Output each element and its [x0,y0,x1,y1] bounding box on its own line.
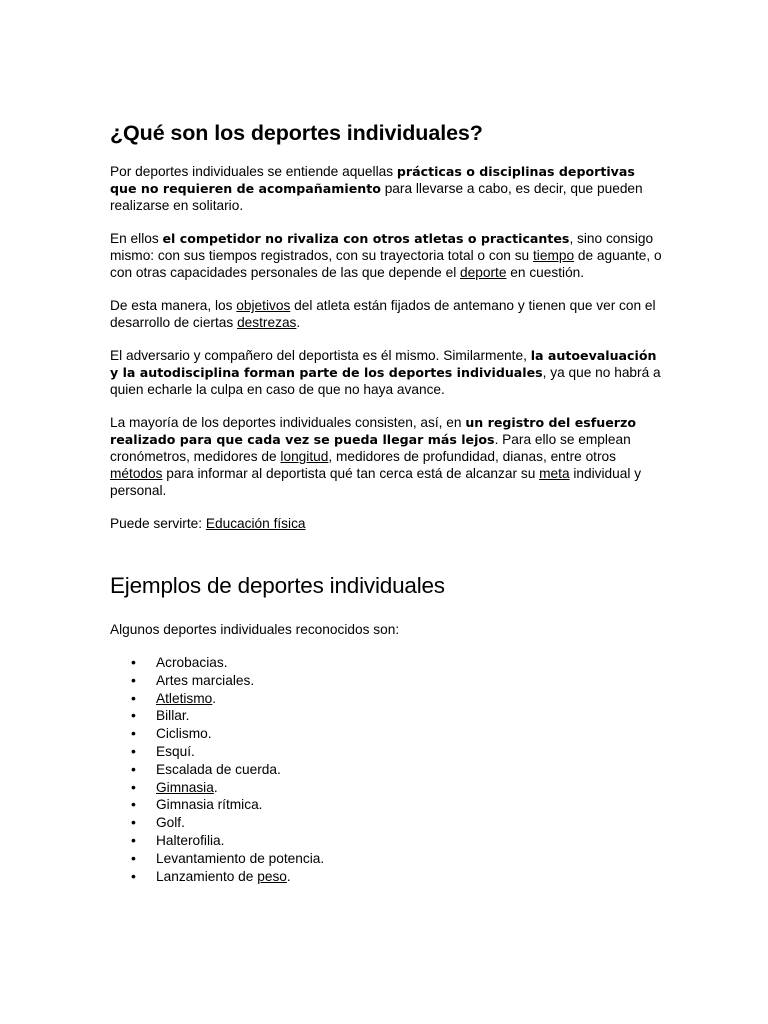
bold-competidor: el competidor no rivaliza con otros atletas o practicantes [162,231,570,246]
list-item: • Gimnasia rítmica. [110,796,662,814]
list-item: • Artes marciales. [110,672,662,690]
list-item: • Esquí. [110,743,662,761]
list-item: • Golf. [110,814,662,832]
paragraph-registro: La mayoría de los deportes individuales consisten, así, en un registro del esfuerzo realizado para que cada vez se pueda llegar más lejos. Para ello se emplean cronómetros, medidores de longitud, medidores de profundidad, dianas, entre otros métodos para informar al deportista qué tan cerca está de alcanzar su meta individual y personal. [110,415,642,498]
link-objetivos[interactable]: objetivos [236,298,291,313]
link-educacion-fisica[interactable]: Educación física [205,516,306,531]
list-item: • Lanzamiento de peso. [110,868,662,886]
link-atletismo[interactable]: Atletismo [156,690,213,706]
list-item: • Escalada de cuerda. [110,761,662,779]
link-destrezas[interactable]: destrezas [237,315,297,330]
link-meta[interactable]: meta [539,466,570,481]
link-peso[interactable]: peso [257,868,287,884]
list-item: • Acrobacias. [110,654,662,672]
sports-list [110,654,662,885]
list-item: • Atletismo. [110,690,662,708]
paragraph-competidor: En ellos el competidor no rivaliza con otros atletas o practicantes, sino consigo mismo: con sus tiempos registrados, con su trayectoria total o con su tiempo de aguante, o con otras capacidades personales de las que depende el deporte en cuestión. [110,231,662,280]
paragraph-definition: Por deportes individuales se entiende aquellas prácticas o disciplinas deportivas que no requieren de acompañamiento para llevarse a cabo, es decir, que pueden realizarse en solitario. [110,164,643,213]
paragraph-puede-servirte: Puede servirte: Educación física [110,516,306,531]
list-item: • Billar. [110,707,662,725]
paragraph-adversario: El adversario y compañero del deportista es él mismo. Similarmente, la autoevaluación y la autodisciplina forman parte de los deportes individuales, ya que no habrá a quien echarle la culpa en caso de que no haya avance. [110,348,661,397]
list-item: • Halterofilia. [110,832,662,850]
paragraph-objetivos: De esta manera, los objetivos del atleta están fijados de antemano y tienen que ver con el desarrollo de ciertas destrezas. [110,298,656,330]
list-item: • Gimnasia. [110,779,662,797]
link-gimnasia[interactable]: Gimnasia [156,779,214,795]
list-item: • Levantamiento de potencia. [110,850,662,868]
section-heading-ejemplos: Ejemplos de deportes individuales [110,573,445,598]
link-metodos[interactable]: métodos [110,466,163,481]
bold-definition: prácticas o disciplinas deportivas que no requieren de acompañamiento [110,164,635,196]
paragraph-intro-ejemplos: Algunos deportes individuales reconocidos son: [110,622,400,637]
link-tiempo[interactable]: tiempo [532,248,575,263]
section-heading-que-son: ¿Qué son los deportes individuales? [110,121,483,145]
link-deporte[interactable]: deporte [460,265,507,280]
bold-autoevaluacion: la autoevaluación y la autodisciplina forman parte de los deportes individuales [110,348,657,380]
bold-registro: un registro del esfuerzo realizado para que cada vez se pueda llegar más lejos [110,415,636,447]
list-item: • Ciclismo. [110,725,662,743]
link-longitud[interactable]: longitud [280,449,329,464]
article-body [110,119,662,885]
